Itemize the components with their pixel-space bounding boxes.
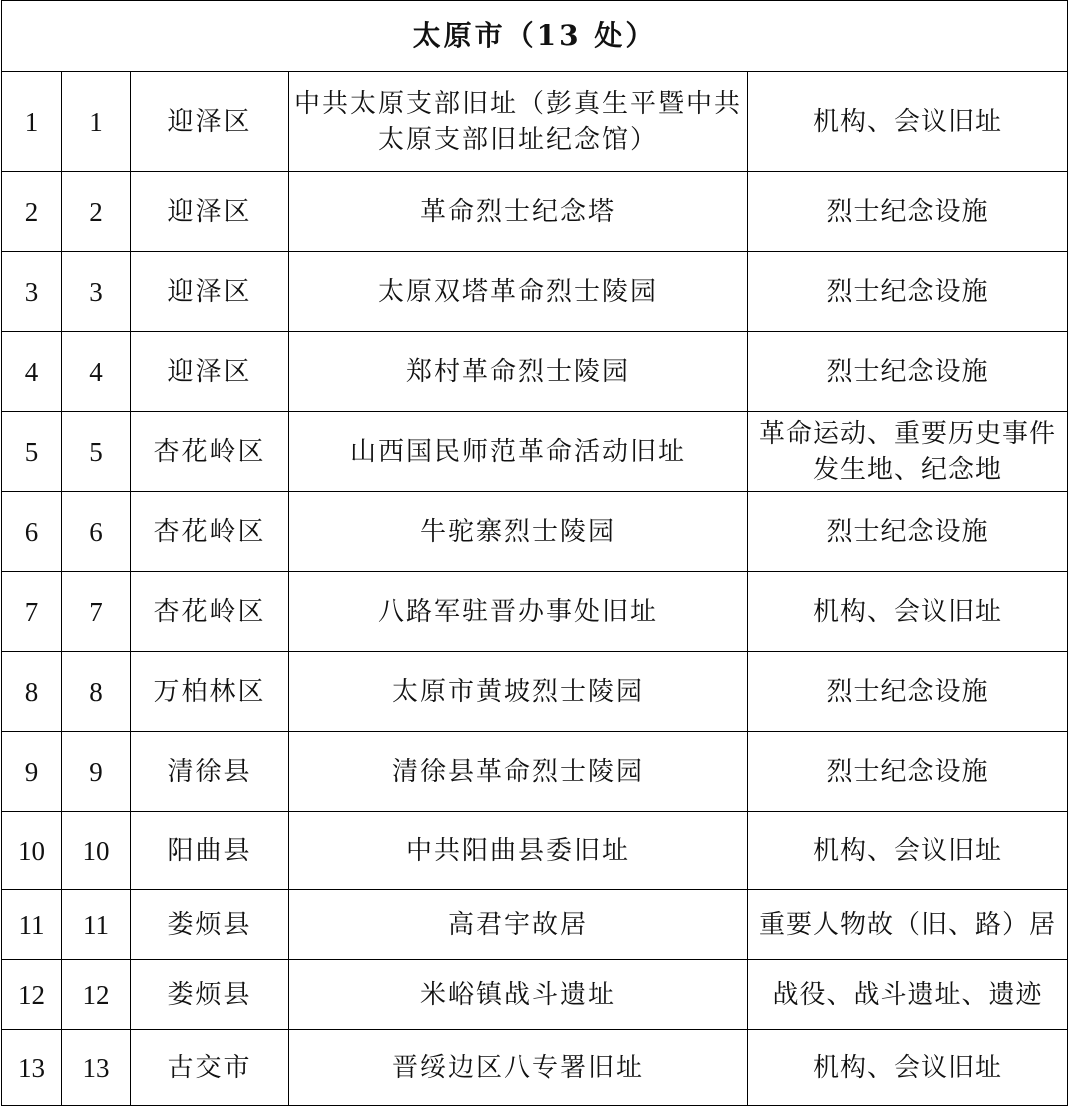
cell-site-name-text: 高君宇故居 [447, 909, 588, 940]
cell-district-text: 清徐县 [167, 756, 252, 787]
cell-seq-text: 5 [24, 436, 39, 467]
cell-site-name [289, 572, 748, 652]
cell-site-name-text: 八路军驻晋办事处旧址 [377, 596, 658, 627]
cell-district [131, 652, 289, 732]
cell-category-text: 机构、会议旧址 [813, 106, 1003, 137]
cell-category [748, 572, 1068, 652]
cell-district-text: 迎泽区 [167, 106, 252, 137]
cell-seq [2, 332, 62, 412]
cell-site-name [289, 412, 748, 492]
cell-category [748, 890, 1068, 960]
cell-district [131, 412, 289, 492]
cell-category-text: 机构、会议旧址 [813, 1052, 1003, 1083]
cell-seq-text: 8 [24, 676, 39, 707]
cell-district-text: 迎泽区 [167, 276, 252, 307]
cell-site-name [289, 252, 748, 332]
table-title-row [2, 1, 1068, 72]
cell-district-text: 古交市 [167, 1052, 252, 1083]
cell-site-name-text: 清徐县革命烈士陵园 [391, 756, 644, 787]
table-row [2, 890, 1068, 960]
cell-category-text: 战役、战斗遗址、遗迹 [772, 979, 1043, 1010]
cell-category [748, 492, 1068, 572]
cell-sub-seq-text: 12 [82, 979, 110, 1010]
table-row [2, 960, 1068, 1030]
cell-site-name-text: 山西国民师范革命活动旧址 [349, 436, 686, 467]
cell-sub-seq-text: 4 [89, 356, 103, 387]
cell-district-text: 阳曲县 [167, 835, 252, 866]
cell-category-text: 机构、会议旧址 [813, 596, 1003, 627]
cell-category-text: 重要人物故（旧、路）居 [759, 909, 1057, 940]
cell-site-name [289, 1030, 748, 1106]
table-row [2, 412, 1068, 492]
cell-site-name [289, 652, 748, 732]
cell-district [131, 172, 289, 252]
cell-seq-text: 2 [24, 196, 39, 227]
cell-seq-text: 7 [24, 596, 39, 627]
table-row [2, 332, 1068, 412]
table-row [2, 732, 1068, 812]
cell-sub-seq [62, 412, 131, 492]
cell-sub-seq-text: 13 [82, 1052, 110, 1083]
cell-district [131, 332, 289, 412]
cell-sub-seq-text: 6 [89, 516, 103, 547]
cell-sub-seq-text: 1 [89, 106, 103, 137]
cell-district-text: 娄烦县 [167, 979, 252, 1010]
table-row [2, 812, 1068, 890]
cell-district [131, 1030, 289, 1106]
cell-category-text: 烈士纪念设施 [826, 676, 989, 707]
cell-district-text: 迎泽区 [167, 196, 252, 227]
cell-district-text: 杏花岭区 [153, 596, 266, 627]
cell-seq-text: 12 [18, 979, 45, 1010]
cell-category [748, 332, 1068, 412]
cell-category-text: 烈士纪念设施 [826, 756, 989, 787]
cell-category-text: 烈士纪念设施 [826, 516, 989, 547]
cell-seq-text: 9 [24, 756, 39, 787]
cell-seq [2, 890, 62, 960]
cell-seq [2, 72, 62, 172]
cell-seq-text: 13 [18, 1052, 45, 1083]
cell-site-name-text: 太原市黄坡烈士陵园 [391, 676, 644, 707]
cell-site-name [289, 890, 748, 960]
heritage-sites-table [1, 0, 1068, 1106]
cell-sub-seq [62, 492, 131, 572]
cell-site-name-text: 太原双塔革命烈士陵园 [377, 276, 658, 307]
table-row [2, 1030, 1068, 1106]
cell-site-name-text: 郑村革命烈士陵园 [405, 356, 630, 387]
cell-site-name [289, 492, 748, 572]
cell-sub-seq [62, 1030, 131, 1106]
cell-site-name [289, 72, 748, 172]
cell-sub-seq-text: 10 [82, 835, 110, 866]
cell-site-name [289, 960, 748, 1030]
cell-site-name-text: 中共太原支部旧址（彭真生平暨中共太原支部旧址纪念馆） [293, 88, 742, 155]
cell-category-text: 烈士纪念设施 [826, 356, 989, 387]
cell-district [131, 252, 289, 332]
cell-district [131, 572, 289, 652]
cell-category-text: 机构、会议旧址 [813, 835, 1003, 866]
cell-category [748, 252, 1068, 332]
cell-seq [2, 1030, 62, 1106]
cell-seq [2, 252, 62, 332]
cell-category [748, 172, 1068, 252]
cell-seq [2, 812, 62, 890]
cell-category [748, 732, 1068, 812]
cell-district-text: 娄烦县 [167, 909, 252, 940]
table-row [2, 572, 1068, 652]
cell-seq [2, 652, 62, 732]
cell-district [131, 492, 289, 572]
cell-district [131, 72, 289, 172]
cell-sub-seq-text: 2 [89, 196, 103, 227]
cell-category [748, 72, 1068, 172]
cell-seq [2, 960, 62, 1030]
cell-category-text: 烈士纪念设施 [826, 196, 989, 227]
cell-site-name-text: 革命烈士纪念塔 [419, 196, 616, 227]
cell-seq [2, 172, 62, 252]
cell-sub-seq-text: 8 [89, 676, 103, 707]
table-row [2, 652, 1068, 732]
cell-district-text: 迎泽区 [167, 356, 252, 387]
cell-district [131, 812, 289, 890]
cell-sub-seq-text: 5 [89, 436, 103, 467]
cell-seq [2, 492, 62, 572]
cell-sub-seq [62, 252, 131, 332]
cell-sub-seq [62, 960, 131, 1030]
cell-sub-seq-text: 7 [89, 596, 103, 627]
cell-category [748, 1030, 1068, 1106]
cell-district-text: 万柏林区 [153, 676, 266, 707]
cell-category [748, 960, 1068, 1030]
cell-sub-seq [62, 890, 131, 960]
cell-sub-seq [62, 812, 131, 890]
cell-seq [2, 412, 62, 492]
cell-site-name [289, 172, 748, 252]
cell-site-name-text: 中共阳曲县委旧址 [405, 835, 630, 866]
cell-district-text: 杏花岭区 [153, 516, 266, 547]
cell-category-text: 烈士纪念设施 [826, 276, 989, 307]
cell-site-name-text: 牛驼寨烈士陵园 [419, 516, 616, 547]
cell-sub-seq [62, 732, 131, 812]
cell-district-text: 杏花岭区 [153, 436, 266, 467]
cell-category [748, 812, 1068, 890]
cell-sub-seq [62, 72, 131, 172]
cell-sub-seq-text: 11 [83, 909, 109, 940]
cell-seq [2, 572, 62, 652]
table-row [2, 492, 1068, 572]
cell-sub-seq-text: 3 [89, 276, 103, 307]
cell-seq-text: 11 [18, 909, 45, 940]
cell-seq-text: 1 [24, 106, 39, 137]
cell-sub-seq [62, 332, 131, 412]
cell-seq-text: 6 [24, 516, 39, 547]
cell-seq-text: 3 [24, 276, 39, 307]
cell-seq [2, 732, 62, 812]
table-row [2, 172, 1068, 252]
cell-sub-seq-text: 9 [89, 756, 103, 787]
table-title: 太原市（13 处） [2, 1, 1068, 72]
cell-district [131, 732, 289, 812]
cell-site-name [289, 332, 748, 412]
cell-site-name-text: 晋绥边区八专署旧址 [391, 1052, 644, 1083]
cell-district [131, 890, 289, 960]
cell-category-text: 革命运动、重要历史事件发生地、纪念地 [759, 418, 1057, 485]
cell-site-name [289, 732, 748, 812]
table-row [2, 72, 1068, 172]
cell-category [748, 652, 1068, 732]
cell-site-name [289, 812, 748, 890]
cell-sub-seq [62, 172, 131, 252]
cell-site-name-text: 米峪镇战斗遗址 [419, 979, 616, 1010]
cell-seq-text: 4 [24, 356, 39, 387]
cell-sub-seq [62, 572, 131, 652]
table-row [2, 252, 1068, 332]
cell-district [131, 960, 289, 1030]
cell-sub-seq [62, 652, 131, 732]
cell-seq-text: 10 [18, 835, 45, 866]
cell-category [748, 412, 1068, 492]
